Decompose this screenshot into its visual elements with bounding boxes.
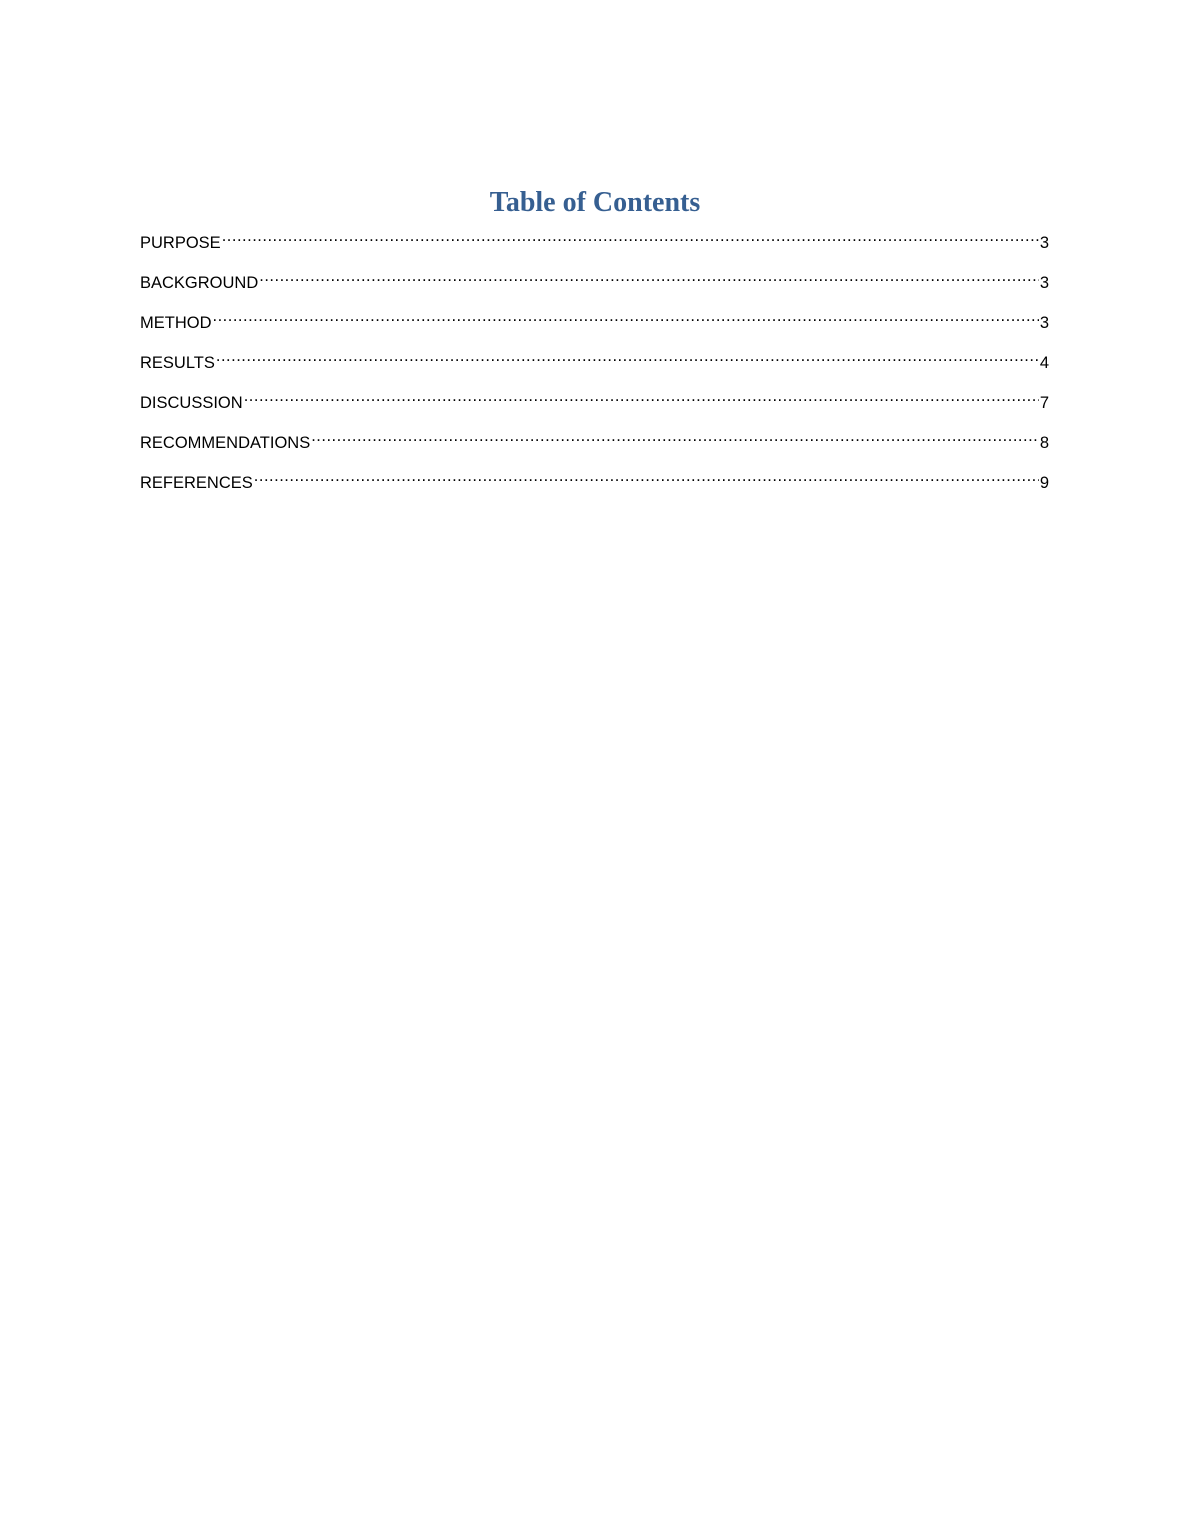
toc-dot-leader: [244, 384, 1039, 408]
toc-entry-method[interactable]: [140, 304, 1049, 344]
toc-entry-label: REFERENCES: [140, 474, 253, 492]
toc-dot-leader: [222, 224, 1039, 248]
toc-dot-leader: [213, 304, 1039, 328]
toc-entry-label: PURPOSE: [140, 234, 221, 252]
toc-entry-label: RESULTS: [140, 354, 215, 372]
toc-entry-page-number: 8: [1039, 434, 1049, 452]
toc-entry-page-number: 3: [1039, 314, 1049, 332]
toc-entry-page-number: 9: [1039, 474, 1049, 492]
toc-entry-recommendations[interactable]: [140, 424, 1049, 464]
toc-entry-page-number: 3: [1039, 234, 1049, 252]
toc-entry-label: BACKGROUND: [140, 274, 259, 292]
toc-entry-references[interactable]: [140, 464, 1049, 504]
toc-entry-discussion[interactable]: [140, 384, 1049, 424]
toc-dot-leader: [311, 424, 1039, 448]
toc-dot-leader: [259, 264, 1039, 288]
toc-entry-results[interactable]: [140, 344, 1049, 384]
toc-entry-page-number: 4: [1039, 354, 1049, 372]
toc-list: [140, 224, 1049, 504]
toc-entry-label: DISCUSSION: [140, 394, 243, 412]
toc-entry-label: METHOD: [140, 314, 212, 332]
toc-dot-leader: [254, 464, 1039, 488]
toc-entry-purpose[interactable]: [140, 224, 1049, 264]
toc-entry-label: RECOMMENDATIONS: [140, 434, 311, 452]
toc-entry-background[interactable]: [140, 264, 1049, 304]
toc-dot-leader: [216, 344, 1039, 368]
toc-entry-page-number: 7: [1039, 394, 1049, 412]
toc-entry-page-number: 3: [1039, 274, 1049, 292]
toc-title: Table of Contents: [489, 187, 701, 218]
